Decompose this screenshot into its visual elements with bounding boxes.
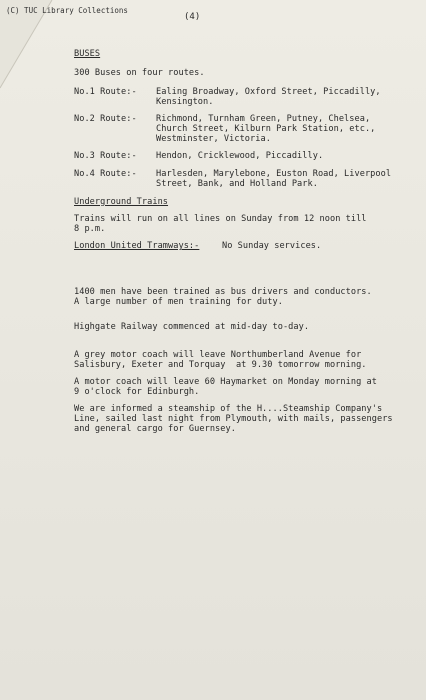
underground-line-1: Trains will run on all lines on Sunday from 12 noon till	[74, 214, 367, 224]
paragraph-5-line-1: We are informed a steamship of the H....Steamship Company's	[74, 404, 383, 414]
paragraph-1-line-2: A large number of men training for duty.	[74, 297, 283, 307]
buses-summary: 300 Buses on four routes.	[74, 68, 205, 78]
paragraph-4-line-2: 9 o'clock for Edinburgh.	[74, 387, 200, 397]
paragraph-1-line-1: 1400 men have been trained as bus drivers and conductors.	[74, 287, 372, 297]
tramways-heading: London United Tramways:-	[74, 241, 200, 251]
paragraph-3-line-2: Salisbury, Exeter and Torquay at 9.30 tomorrow morning.	[74, 360, 367, 370]
paragraph-5-line-2: Line, sailed last night from Plymouth, with mails, passengers	[74, 414, 393, 424]
route-3-line-1: Hendon, Cricklewood, Piccadilly.	[156, 151, 324, 161]
paragraph-3-line-1: A grey motor coach will leave Northumberland Avenue for	[74, 350, 362, 360]
route-4-line-2: Street, Bank, and Holland Park.	[156, 179, 318, 189]
tramways-text: No Sunday services.	[222, 241, 322, 251]
route-4-label: No.4 Route:-	[74, 169, 137, 179]
underground-heading: Underground Trains	[74, 197, 169, 207]
route-1-line-1: Ealing Broadway, Oxford Street, Piccadilly,	[156, 87, 381, 97]
paragraph-2-line-1: Highgate Railway commenced at mid-day to-day.	[74, 322, 310, 332]
route-1-line-2: Kensington.	[156, 97, 214, 107]
route-1-label: No.1 Route:-	[74, 87, 137, 97]
route-2-line-3: Westminster, Victoria.	[156, 134, 271, 144]
paragraph-5-line-3: and general cargo for Guernsey.	[74, 424, 236, 434]
underground-line-2: 8 p.m.	[74, 224, 106, 234]
page-number: (4)	[184, 12, 201, 22]
buses-heading: BUSES	[74, 49, 101, 59]
route-4-line-1: Harlesden, Marylebone, Euston Road, Liverpool	[156, 169, 392, 179]
copyright-watermark: (C) TUC Library Collections	[6, 6, 128, 15]
paragraph-4-line-1: A motor coach will leave 60 Haymarket on Monday morning at	[74, 377, 377, 387]
route-2-line-1: Richmond, Turnham Green, Putney, Chelsea,	[156, 114, 371, 124]
route-2-line-2: Church Street, Kilburn Park Station, etc.,	[156, 124, 376, 134]
route-3-label: No.3 Route:-	[74, 151, 137, 161]
route-2-label: No.2 Route:-	[74, 114, 137, 124]
